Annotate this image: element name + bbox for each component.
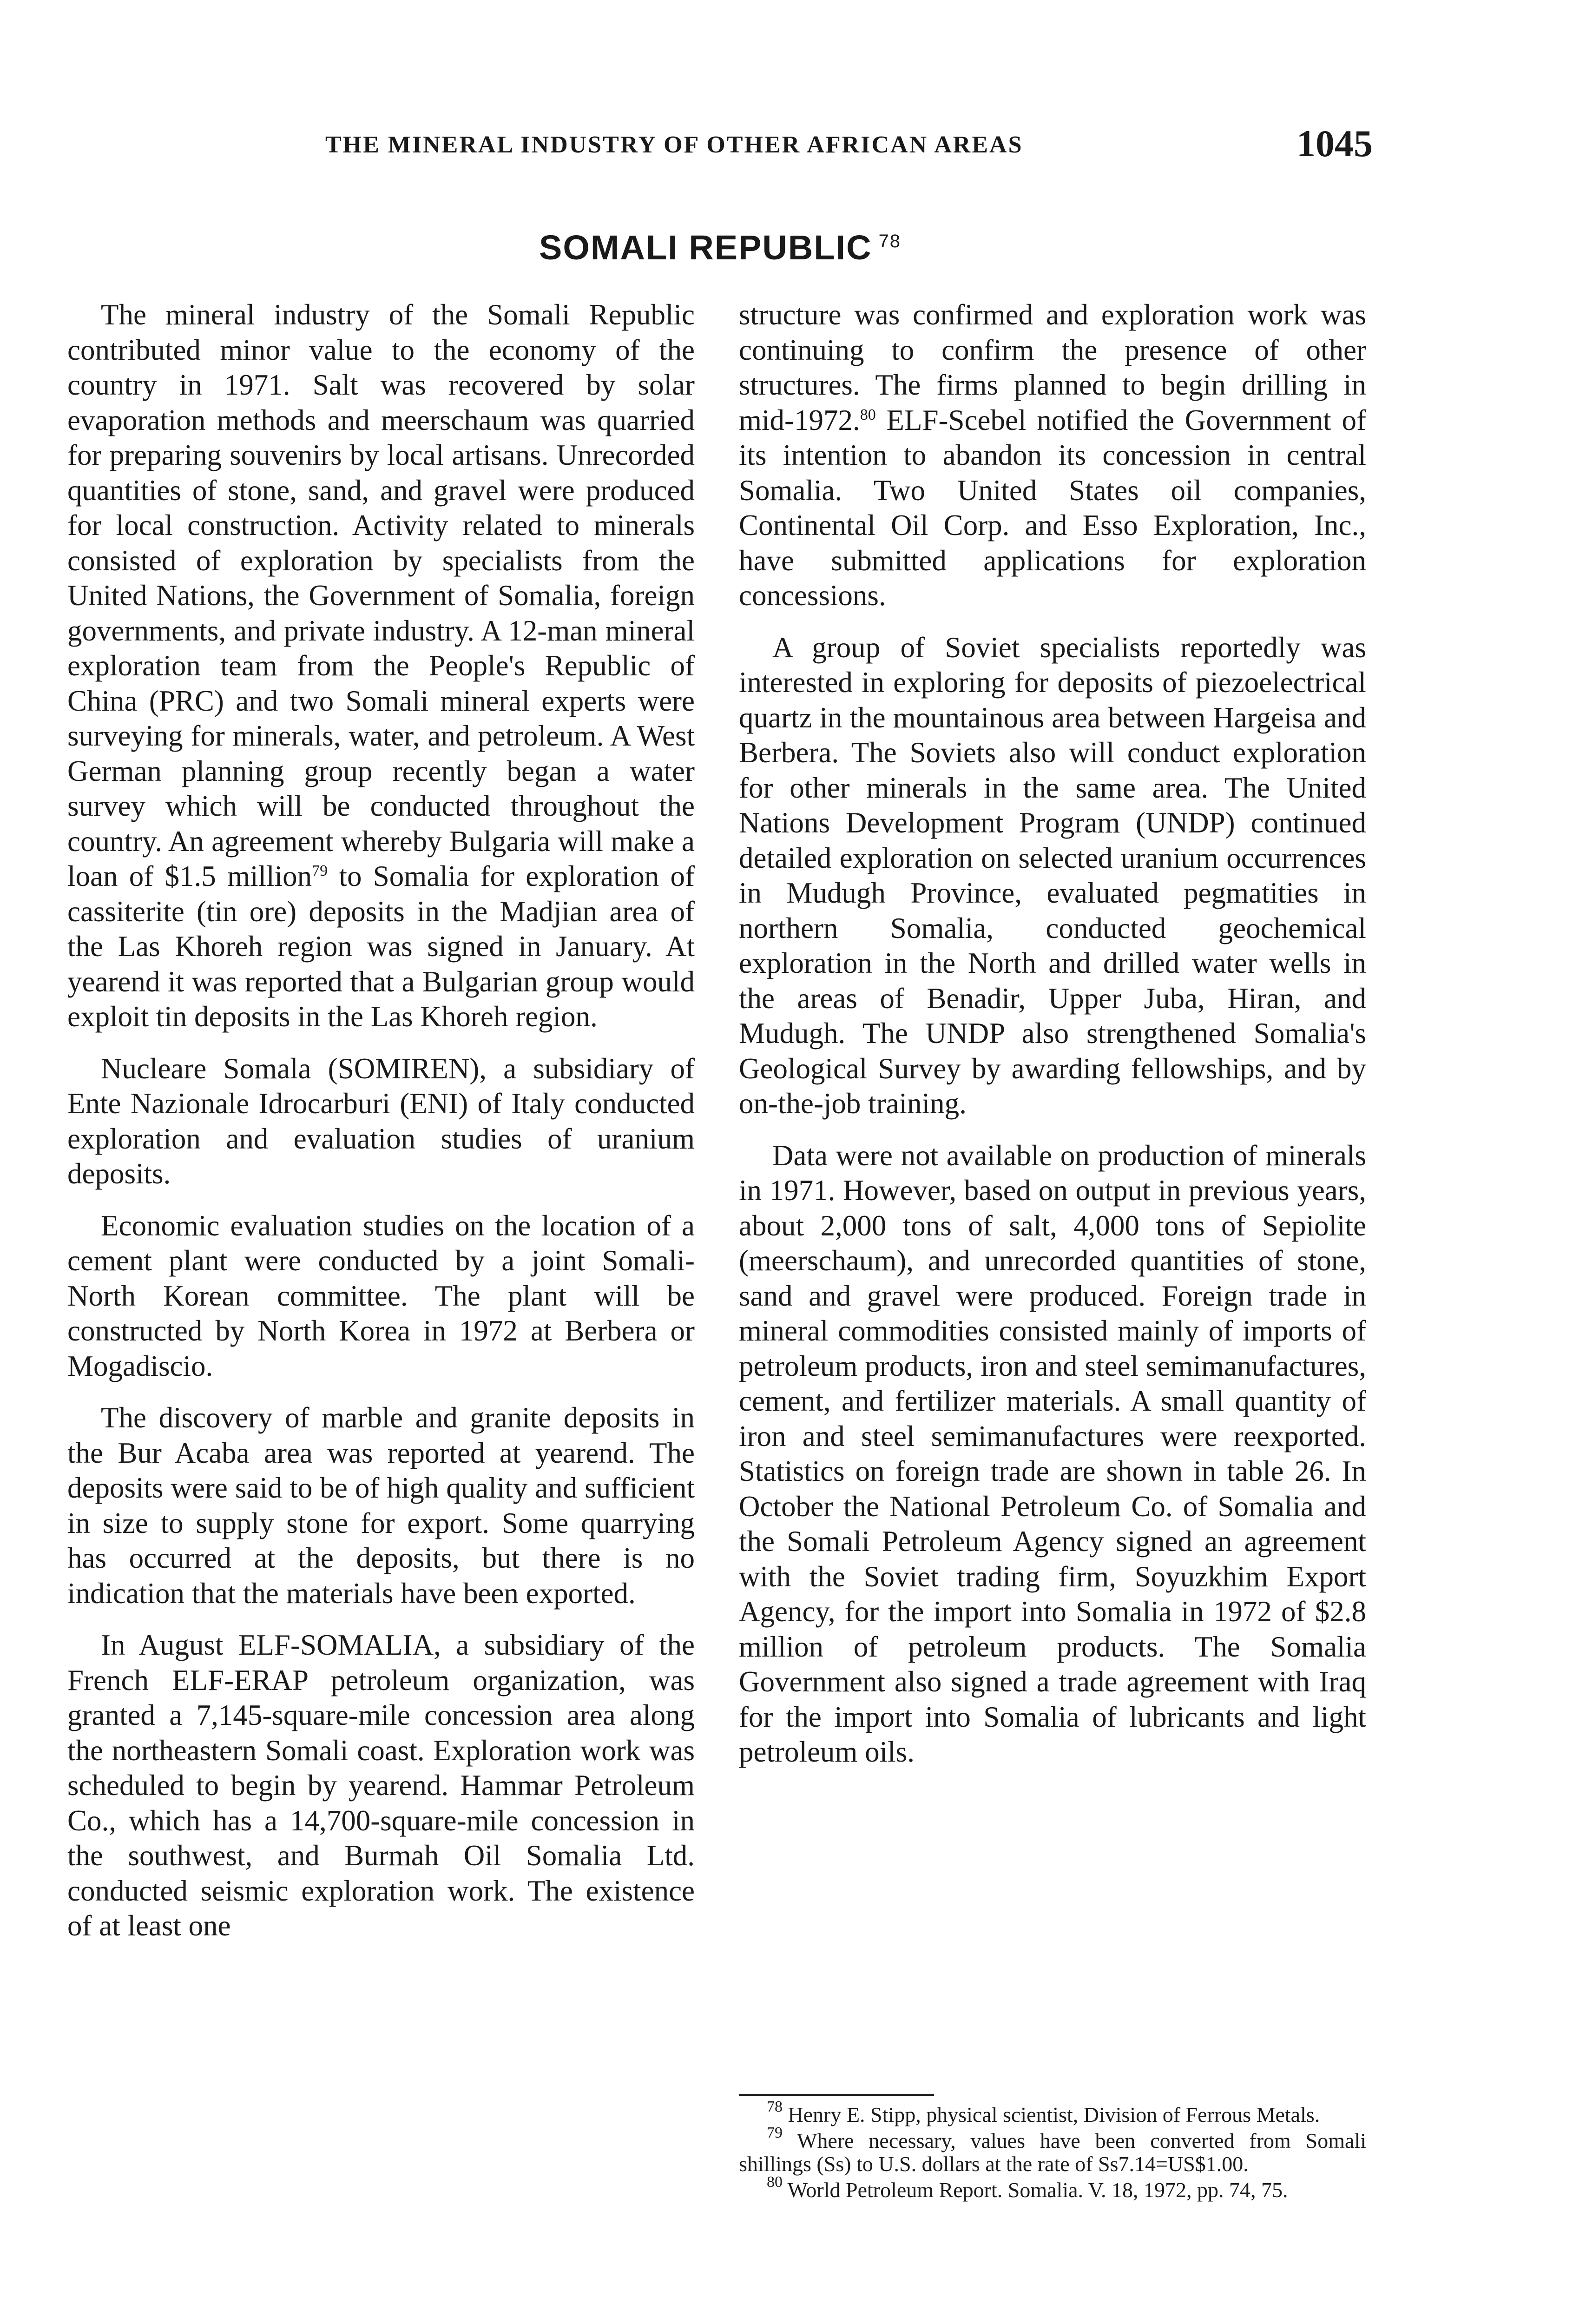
paragraph: Economic evaluation studies on the location of a cement plant were conducted by a joint Somali-North Korean committee. The plant will be constructed by North Korea in 1972 at Berbera or Mogadiscio. — [67, 1209, 695, 1382]
footnote-number: 80 — [767, 2173, 783, 2191]
page-number: 1045 — [1296, 122, 1373, 165]
footnote-ref[interactable]: 79 — [312, 862, 328, 879]
paragraph — [67, 297, 695, 1035]
footnote-text: Where necessary, values have been converted from Somali shillings (Ss) to U.S. dollars at the rate of Ss7.14=US$1.00. — [739, 2129, 1367, 2176]
footnote — [739, 2098, 1366, 2126]
footnote — [739, 2124, 1367, 2176]
section-title — [539, 228, 901, 267]
paragraph: The discovery of marble and granite deposits in the Bur Acaba area was reported at yearend. The deposits were said to be of high quality and sufficient in size to supply stone for export. Some quarrying has occurred at the deposits, but there is no indication that the materials have been exported. — [67, 1401, 695, 1610]
footnotes — [739, 2098, 1367, 2205]
footnote-text: World Petroleum Report. Somalia. V. 18, 1972, pp. 74, 75. — [787, 2178, 1288, 2202]
footnote — [739, 2173, 1366, 2202]
paragraph — [739, 297, 1366, 614]
left-column — [67, 297, 695, 1961]
paragraph: In August ELF-SOMALIA, a subsidiary of the French ELF-ERAP petroleum organization, was granted a 7,145-square-mile concession area along the northeastern Somali coast. Exploration work was scheduled to begin by yearend. Hammar Petroleum Co., which has a 14,700-square-mile concession in the southwest, and Burmah Oil Somalia Ltd. conducted seismic exploration work. The existence of at least one — [67, 1629, 695, 1942]
paragraph: Nucleare Somala (SOMIREN), a subsidiary of Ente Nazionale Idrocarburi (ENI) of Italy conducted exploration and evaluation studies of uranium deposits. — [67, 1052, 695, 1190]
paragraph-text: to Somalia for exploration of cassiterite (tin ore) deposits in the Madjian area of the Las Khoreh region was signed in January. At yearend it was reported that a Bulgarian group would exploit tin deposits in the Las Khoreh region. — [67, 860, 695, 1033]
running-head: THE MINERAL INDUSTRY OF OTHER AFRICAN AREAS — [325, 132, 1023, 158]
right-column — [739, 297, 1366, 1787]
footnote-number: 78 — [767, 2098, 783, 2115]
footnote-text: Henry E. Stipp, physical scientist, Division of Ferrous Metals. — [788, 2103, 1320, 2126]
paragraph: A group of Soviet specialists reportedly was interested in exploring for deposits of piezoelectrical quartz in the mountainous area between Hargeisa and Berbera. The Soviets also will conduct exploration for other minerals in the same area. The United Nations Development Program (UNDP) continued detailed exploration on selected uranium occurrences in Mudugh Province, evaluated pegmatities in northern Somalia, conducted geochemical exploration in the North and drilled water wells in the areas of Benadir, Upper Juba, Hiran, and Mudugh. The UNDP also strengthened Somalia's Geological Survey by awarding fellowships, and by on-the-job training. — [739, 631, 1366, 1120]
paragraph-text: ELF-Scebel notified the Government of its intention to abandon its concession in central Somalia. Two United States oil companies, Continental Oil Corp. and Esso Exploration, Inc., have submitted applications for exploration concessions. — [739, 403, 1366, 612]
title-footnote-ref[interactable]: 78 — [878, 231, 902, 252]
footnote-ref[interactable]: 80 — [860, 406, 876, 423]
footnote-divider — [739, 2094, 934, 2096]
paragraph-text: The mineral industry of the Somali Republic contributed minor value to the economy of the country in 1971. Salt was recovered by solar evaporation methods and meerschaum was quarried for preparing souvenirs by local artisans. Unrecorded quantities of stone, sand, and gravel were produced for local construction. Activity related to minerals consisted of exploration by specialists from the United Nations, the Government of Somalia, foreign governments, and private industry. A 12-man mineral exploration team from the People's Republic of China (PRC) and two Somali mineral experts were surveying for minerals, water, and petroleum. A West German planning group recently began a water survey which will be conducted throughout the country. An agreement whereby Bulgaria will make a loan of $1.5 million — [67, 298, 695, 892]
paragraph-text: structure was confirmed and exploration work was continuing to confirm the presence of other structures. The firms planned to begin drilling in mid-1972. — [739, 298, 1366, 436]
footnote-number: 79 — [767, 2124, 783, 2141]
section-title-text: SOMALI REPUBLIC — [539, 228, 872, 267]
paragraph: Data were not available on production of minerals in 1971. However, based on output in previous years, about 2,000 tons of salt, 4,000 tons of Sepiolite (meerschaum), and unrecorded quantities of stone, sand and gravel were produced. Foreign trade in mineral commodities consisted mainly of imports of petroleum products, iron and steel semimanufactures, cement, and fertilizer materials. A small quantity of iron and steel semimanufactures were reexported. Statistics on foreign trade are shown in table 26. In October the National Petroleum Co. of Somalia and the Somali Petroleum Agency signed an agreement with the Soviet trading firm, Soyuzkhim Export Agency, for the import into Somalia in 1972 of $2.8 million of petroleum products. The Somalia Government also signed a trade agreement with Iraq for the import into Somalia of lubricants and light petroleum oils. — [739, 1139, 1366, 1768]
